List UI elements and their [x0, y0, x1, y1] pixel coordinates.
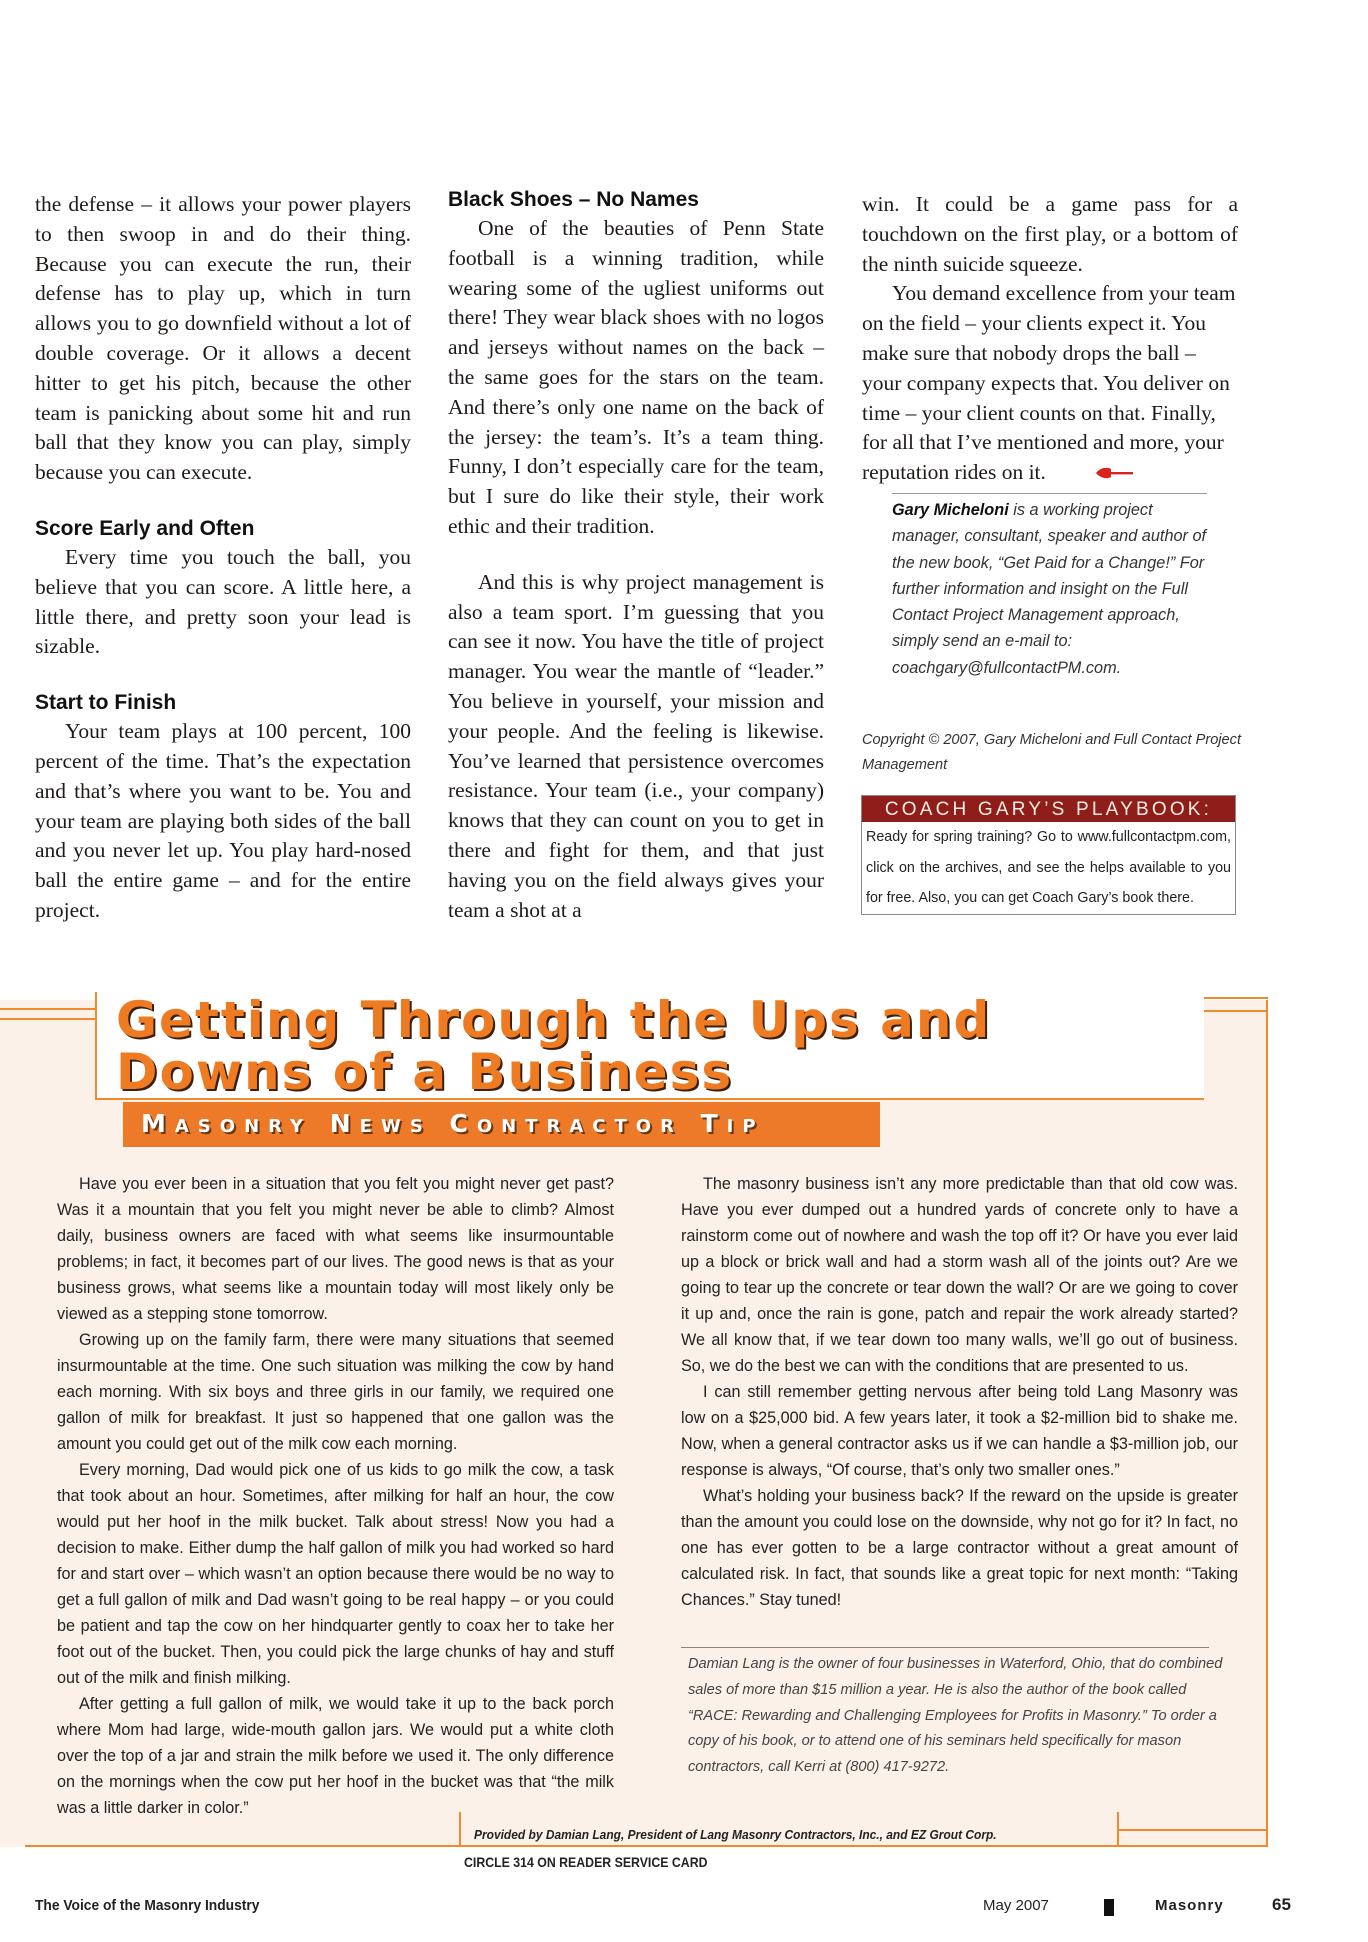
body-paragraph: After getting a full gallon of milk, we would take it up to the back porch where Mom had large, wide-mouth gallon jars. We would put a white cloth over the top of a jar and strain the milk before we used it. The only difference on the mornings when the cow put her hoof in the bucket was that “the milk was a little darker in color.”: [57, 1695, 614, 1817]
body-paragraph: Every morning, Dad would pick one of us kids to go milk the cow, a task that took about an hour. Sometimes, after milking for half an hour, the cow would put her hoof in the milk bucket. Talk about stress! Now you had a decision to make. Either dump the half gallon of milk you had worked so hard for and start over – which wasn’t an option because there would be no way to get a full gallon of milk and Dad wasn’t going to be real happy – or you could be patient and tap the cow on her hindquarter gently to coax her to take her foot out of the bucket. Then, you could pick the large chunks of hay and stuff out of the milk and finish milking.: [57, 1461, 614, 1687]
author-bio: [892, 497, 1212, 681]
box-bottom-rule: [25, 1845, 1268, 1847]
left-rule-bottom: [0, 1018, 95, 1020]
body-paragraph: One of the beauties of Penn State football is a winning tradition, while wearing some of the ugliest uniforms out there! They wear black shoes with no logos and jerseys without names on the back – the same goes for the stars on the team. And there’s only one name on the back of the jersey: the team’s. It’s a team thing. Funny, I don’t especially care for the team, but I sure do like their style, their work ethic and their tradition.: [448, 216, 824, 538]
footer-date: May 2007: [983, 1897, 1049, 1914]
left-rule-top: [0, 1008, 95, 1010]
article-title-line-1: Getting Through the Ups and: [116, 991, 992, 1049]
body-text: You demand excellence from your team on the field – your clients expect it. You make sure that nobody drops the ball – your company expects that. You deliver on time – your client counts on that. Finally, for all that I’ve mentioned and more, your reputation rides on it.: [862, 281, 1236, 485]
trowel-end-mark-icon: [1065, 459, 1135, 489]
article-column-2: [448, 185, 824, 925]
playbook-body: Ready for spring training? Go to www.fullcontactpm.com, click on the archives, and see the helps available to you for free. Also, you can get Coach Gary’s book there.: [866, 829, 1231, 906]
body-paragraph: Have you ever been in a situation that you felt you might never get past? Was it a mountain that you felt you might never be able to climb? Almost daily, business owners are faced with what seems like insurmountable problems; in fact, it becomes part of our lives. The good news is that as your business grows, what seems like a mountain today will most likely only be viewed as a stepping stone tomorrow.: [57, 1175, 614, 1323]
footer-magazine-name: Masonry: [1155, 1897, 1224, 1914]
tip-column-1: [57, 1171, 614, 1821]
reader-service-note: CIRCLE 314 ON READER SERVICE CARD: [464, 1854, 708, 1870]
body-paragraph: the defense – it allows your power players to then swoop in and do their thing. Because you can execute the run, their defense has to play up, which in turn allows you to go downfield without a lot of double coverage. Or it allows a decent hitter to get his pitch, because the other team is panicking about some hit and run ball that they know you can play, simply because you can execute.: [35, 192, 411, 485]
body-paragraph: Every time you touch the ball, you believe that you can score. A little here, a little there, and pretty soon your lead is sizable.: [35, 544, 411, 659]
tip-bio-divider: [681, 1647, 1209, 1648]
bio-divider: [892, 493, 1207, 494]
author-name: Gary Micheloni: [892, 501, 1009, 519]
article-column-1: [35, 190, 411, 926]
coach-gary-playbook-box: [861, 795, 1236, 915]
body-paragraph: The masonry business isn’t any more predictable than that old cow was. Have you ever dumped out a hundred yards of concrete only to have a rainstorm come out of nowhere and wash the top off it? Or have you ever laid up a block or brick wall and had a storm wash all of the joints out? Are we going to tear up the concrete or tear down the wall? Or are we going to cover it up and, once the rain is gone, patch and repair the work already started? We all know that, if we tear down too many walls, we’ll go out of business. So, we do the best we can with the conditions that are presented to us.: [681, 1175, 1238, 1375]
body-paragraph: [862, 279, 1238, 489]
damian-lang-bio: Damian Lang is the owner of four businesses in Waterford, Ohio, that do combined sales of more than $15 million a year. He is also the author of the book called “RACE: Rewarding and Challenging Employees for Profits in Masonry.” To order a copy of his book, or to attend one of his seminars held specifically for mason contractors, call Kerri at (800) 417-9272.: [688, 1656, 1223, 1776]
section-heading-black-shoes: Black Shoes – No Names: [448, 188, 699, 211]
section-heading-start-to-finish: Start to Finish: [35, 691, 177, 715]
right-rule-top: [1203, 997, 1268, 999]
right-rule-bottom: [1203, 1010, 1268, 1012]
tip-column-2: [681, 1171, 1238, 1613]
provided-rule-horizontal: [1119, 1829, 1266, 1831]
provided-rule-left: [459, 1812, 461, 1847]
article-title-line-2: Downs of a Business: [116, 1043, 734, 1101]
body-paragraph: Growing up on the family farm, there were many situations that seemed insurmountable at the time. One such situation was milking the cow by hand each morning. With six boys and three girls in our family, we required one gallon of milk for breakfast. It just so happened that one gallon was the amount you could get out of the milk cow each morning.: [57, 1331, 614, 1453]
footer-tagline: The Voice of the Masonry Industry: [35, 1897, 260, 1914]
body-paragraph: And this is why project management is also a team sport. I’m guessing that you can see it now. You have the title of project manager. You wear the mantle of “leader.” You believe in yourself, your mission and your people. And the feeling is likewise. You’ve learned that persistence overcomes resistance. Your team (i.e., your company) knows that they can count on you to get in there and fight for them, and that just having you on the field always gives your team a shot at a: [448, 569, 824, 922]
section-heading-score-early: Score Early and Often: [35, 516, 255, 540]
body-paragraph: I can still remember getting nervous after being told Lang Masonry was low on a $25,000 bid. A few years later, it took a $2-million bid to shake me. Now, when a general contractor asks us if we can handle a $3-million job, our response is always, “Of course, that’s only two smaller ones.”: [681, 1383, 1238, 1479]
tag-label: Masonry News Contractor Tip: [141, 1109, 765, 1138]
provided-by-credit: Provided by Damian Lang, President of Lang Masonry Contractors, Inc., and EZ Grout Corp.: [474, 1827, 997, 1842]
copyright-note: Copyright © 2007, Gary Micheloni and Full Contact Project Management: [862, 732, 1242, 773]
author-bio-text: is a working project manager, consultant, speaker and author of the new book, “Get Paid for a Change!” For further information and insight on the Full Contact Project Management approach, simply send an e-mail to: coachgary@fullcontactPM.com.: [892, 501, 1207, 677]
body-paragraph: win. It could be a game pass for a touchdown on the first play, or a bottom of the ninth suicide squeeze.: [862, 192, 1238, 276]
footer-separator-block: [1104, 1899, 1114, 1916]
masonry-news-tag: [123, 1102, 880, 1147]
playbook-title: COACH GARY’S PLAYBOOK:: [862, 796, 1235, 822]
body-paragraph: What’s holding your business back? If the reward on the upside is greater than the amount you could lose on the downside, why not go for it? In fact, no one has ever gotten to be a large contractor without a great amount of calculated risk. In fact, that sounds like a great topic for next month: “Taking Chances.” Stay tuned!: [681, 1487, 1238, 1609]
page-number: 65: [1272, 1895, 1291, 1914]
article-column-3: [862, 190, 1238, 489]
body-paragraph: Your team plays at 100 percent, 100 percent of the time. That’s the expectation and that’s where you want to be. You and your team are playing both sides of the ball and you never let up. You play hard-nosed ball the entire game – and for the entire project.: [35, 719, 411, 922]
